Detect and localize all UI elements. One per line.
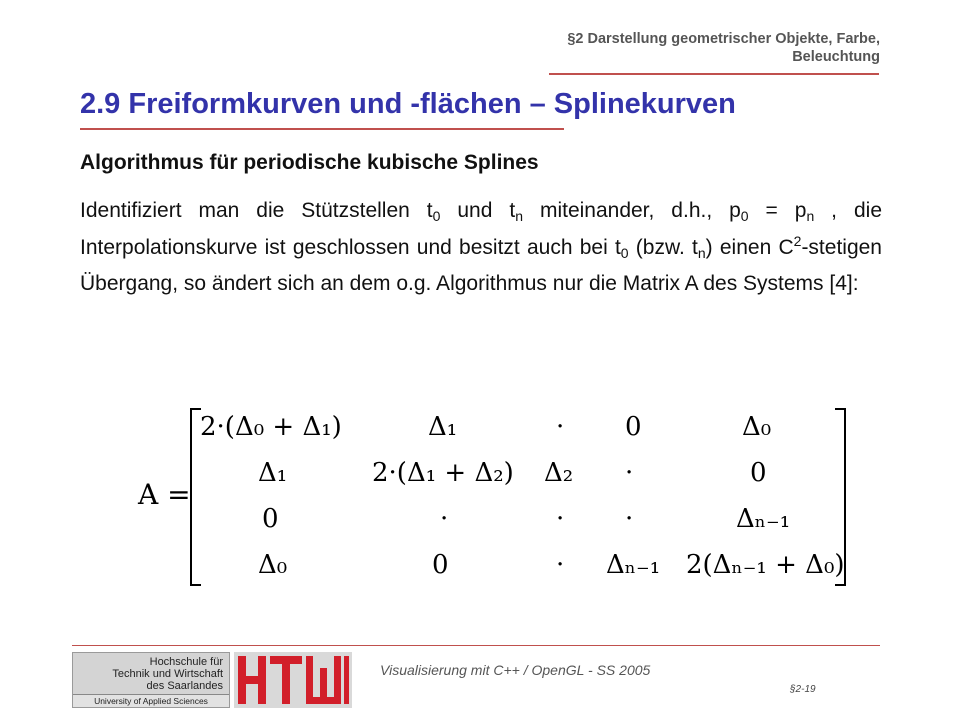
logo-line-3: des Saarlandes [146,680,223,692]
cell-r2c2: 2·(Δ₁ + Δ₂) [372,458,514,488]
header-rule [549,73,879,75]
cell-r1c2: Δ₁ [428,412,458,442]
cell-r3c3: · [556,504,565,534]
cell-r4c3: · [556,550,565,580]
cell-r3c2: · [440,504,449,534]
page-number: §2-19 [790,684,816,695]
logo-line-1: Hochschule für [149,656,223,668]
cell-r4c5: 2(Δₙ₋₁ + Δ₀) [686,550,845,580]
slide-title: 2.9 Freiformkurven und -flächen – Splinekurven [80,88,736,120]
cell-r2c3: Δ₂ [544,458,574,488]
course-footer: Visualisierung mit C++ / OpenGL - SS 2005 [380,662,651,678]
university-logo-text [72,652,230,708]
cell-r2c1: Δ₁ [258,458,288,488]
cell-r1c3: · [556,412,565,442]
cell-r1c5: Δ₀ [742,412,772,442]
chapter-header [460,30,880,66]
chapter-line-1: §2 Darstellung geometrischer Objekte, Farbe, [567,31,880,47]
matrix-lhs: A = [138,478,191,511]
chapter-line-2: Beleuchtung [792,49,880,65]
cell-r4c2: 0 [432,550,449,580]
title-rule [80,128,564,130]
logo-subline: University of Applied Sciences [73,694,229,707]
htw-logo-icon [234,652,352,708]
section-subtitle: Algorithmus für periodische kubische Splines [80,151,539,174]
cell-r3c4: · [625,504,634,534]
footer-rule [72,645,880,646]
cell-r3c5: Δₙ₋₁ [736,504,791,534]
left-bracket [190,408,201,586]
cell-r1c4: 0 [625,412,642,442]
right-bracket [835,408,846,586]
cell-r2c5: 0 [750,458,767,488]
body-paragraph: Identifiziert man die Stützstellen $t_0$ und $t_n$ miteinander, d.h., $p_0 = p_n$ , die Interpolationskurve ist geschlossen und besitzt auch bei $t_0$ (bzw. $t_n$) einen $C^2$-stetigen Übergang, so ändert sich an dem o.g. Algorithmus nur die Matrix A des Systems [4]: [80,199,882,295]
cell-r4c4: Δₙ₋₁ [606,550,661,580]
cell-r2c4: · [625,458,634,488]
cell-r1c1: 2·(Δ₀ + Δ₁) [200,412,342,442]
cell-r4c1: Δ₀ [258,550,288,580]
cell-r3c1: 0 [262,504,279,534]
logo-line-2: Technik und Wirtschaft [112,668,223,680]
